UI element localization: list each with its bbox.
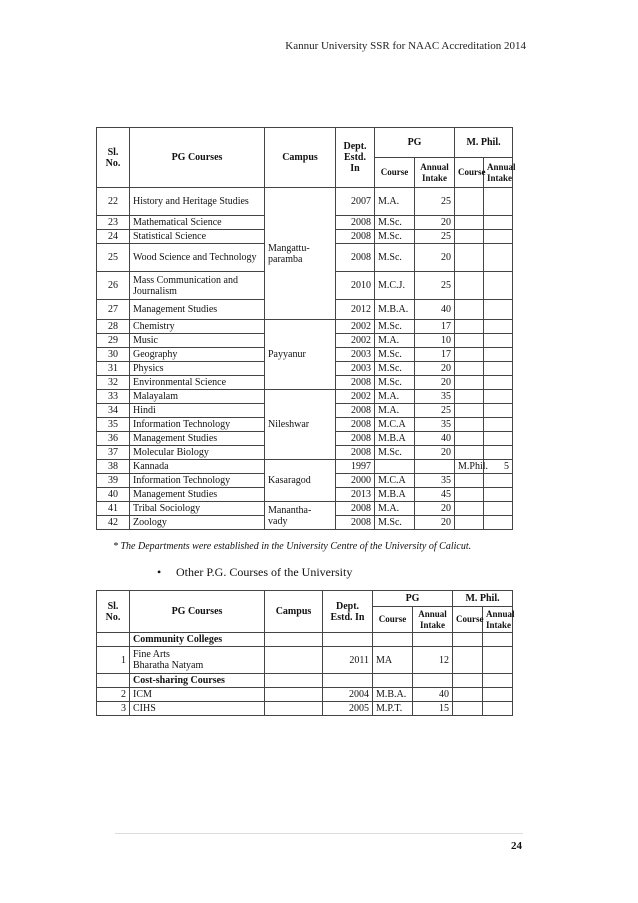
cell-mphil-intake [484,376,513,390]
cell-course: Molecular Biology [130,446,265,460]
cell-pg-intake: 20 [415,244,455,272]
cell-sl: 3 [97,702,130,716]
group-row [97,674,513,688]
cell-empty [413,674,453,688]
page-header: Kannur University SSR for NAAC Accreditation 2014 [285,40,526,52]
cell-mphil-intake [484,334,513,348]
header-pg-courses: PG Courses [130,128,265,188]
cell-empty [373,633,413,647]
cell-sl: 24 [97,230,130,244]
cell-mphil-intake [484,404,513,418]
cell-pg-course: M.A. [375,334,415,348]
cell-pg-course: M.Sc. [375,376,415,390]
cell-sl: 39 [97,474,130,488]
cell-pg-course: M.Sc. [375,230,415,244]
cell-course: Zoology [130,516,265,530]
header-pg-course: Course [375,158,415,188]
header-mphil: M. Phil. [455,128,513,158]
cell-mphil-course [455,320,484,334]
cell-mphil-course [455,334,484,348]
header-sl-no: Sl. No. [97,128,130,188]
cell-empty [413,633,453,647]
cell-year: 2002 [336,334,375,348]
cell-mphil-intake [484,300,513,320]
cell-pg-intake: 35 [415,390,455,404]
pg-courses-table [96,127,516,530]
cell-course: Information Technology [130,474,265,488]
cell-course: Kannada [130,460,265,474]
cell-pg-intake: 17 [415,320,455,334]
table-row [97,688,513,702]
cell-empty [323,633,373,647]
table-row [97,320,513,334]
cell-pg-intake: 25 [415,230,455,244]
cell-course: Wood Science and Technology [130,244,265,272]
header-mphil-intake: Annual Intake [483,607,513,633]
header-mphil-intake: Annual Intake [484,158,513,188]
cell-pg-course: M.B.A [375,488,415,502]
cell-pg-intake: 20 [415,502,455,516]
cell-mphil-course [455,216,484,230]
cell-pg-course: MA [373,647,413,674]
cell-empty [483,674,513,688]
cell-mphil-intake [484,244,513,272]
cell-sl: 33 [97,390,130,404]
header-mphil-course: Course [455,158,484,188]
cell-mphil-intake [483,702,513,716]
cell-sl: 22 [97,188,130,216]
cell-year: 2013 [336,488,375,502]
cell-mphil-intake [484,230,513,244]
cell-mphil-intake [484,320,513,334]
cell-year: 1997 [336,460,375,474]
cell-mphil-course [455,272,484,300]
cell-pg-course: M.B.A. [375,300,415,320]
cell-year: 2008 [336,516,375,530]
cell-year: 2003 [336,348,375,362]
cell-course: Tribal Sociology [130,502,265,516]
cell-mphil-course [455,474,484,488]
cell-course: ICM [130,688,265,702]
cell-pg-intake: 12 [413,647,453,674]
cell-mphil-intake [484,474,513,488]
header-campus: Campus [265,591,323,633]
header-sl-no: Sl. No. [97,591,130,633]
cell-pg-intake: 20 [415,362,455,376]
cell-year: 2008 [336,418,375,432]
table-row [97,460,513,474]
table-row [97,647,513,674]
cell-sl: 27 [97,300,130,320]
other-pg-courses-table [96,590,513,716]
header-pg-course: Course [373,607,413,633]
cell-year: 2008 [336,230,375,244]
cell-course: Information Technology [130,418,265,432]
cell-year: 2004 [323,688,373,702]
cell-mphil-intake [484,188,513,216]
cell-sl: 34 [97,404,130,418]
cell-mphil-course [455,446,484,460]
cell-year: 2011 [323,647,373,674]
cell-empty [453,633,483,647]
cell-pg-intake: 35 [415,418,455,432]
campus-mangattuparamba: Mangattu- paramba [265,188,336,320]
cell-pg-course: M.Sc. [375,362,415,376]
cell-course: Music [130,334,265,348]
cell-mphil-course [455,404,484,418]
campus-nileshwar: Nileshwar [265,390,336,460]
table-row [97,702,513,716]
header-dept-estd: Dept. Estd. In [323,591,373,633]
header-pg: PG [373,591,453,607]
cell-course: CIHS [130,702,265,716]
cell-mphil-course [455,432,484,446]
header-mphil: M. Phil. [453,591,513,607]
cell-mphil-course [455,244,484,272]
cell-pg-course: M.B.A. [373,688,413,702]
cell-course: Statistical Science [130,230,265,244]
cell-mphil-intake [483,647,513,674]
cell-sl: 36 [97,432,130,446]
campus-mananthavady: Manantha- vady [265,502,336,530]
section-heading [157,565,352,580]
cell-mphil-intake: 5 [484,460,513,474]
cell-pg-intake: 35 [415,474,455,488]
cell-sl: 28 [97,320,130,334]
cell-mphil-intake [484,272,513,300]
cell-mphil-intake [484,418,513,432]
cell-sl: 31 [97,362,130,376]
cell-pg-course: M.Sc. [375,320,415,334]
cell-year: 2012 [336,300,375,320]
cell-sl: 35 [97,418,130,432]
cell-empty [97,633,130,647]
cell-pg-course: M.A. [375,188,415,216]
cell-pg-course: M.Sc. [375,348,415,362]
cell-course: Environmental Science [130,376,265,390]
cell-year: 2008 [336,404,375,418]
table-row [97,390,513,404]
cell-pg-course: M.A. [375,502,415,516]
cell-sl: 37 [97,446,130,460]
cell-year: 2007 [336,188,375,216]
cell-year: 2008 [336,244,375,272]
header-dept-estd: Dept. Estd. In [336,128,375,188]
cell-mphil-intake [484,432,513,446]
page-number: 24 [511,840,522,852]
cell-mphil-course [453,702,483,716]
cell-pg-course: M.B.A [375,432,415,446]
header-pg-intake: Annual Intake [413,607,453,633]
cell-mphil-course [455,362,484,376]
campus-kasaragod: Kasaragod [265,460,336,502]
cell-mphil-course [455,502,484,516]
cell-pg-course: M.P.T. [373,702,413,716]
campus-payyanur: Payyanur [265,320,336,390]
cell-sl: 23 [97,216,130,230]
cell-mphil-intake [484,446,513,460]
cell-sl: 26 [97,272,130,300]
cell-pg-course: M.A. [375,390,415,404]
footnote: * The Departments were established in the University Centre of the University of Calicut. [113,541,472,552]
cell-mphil-intake [484,216,513,230]
group-community-colleges: Community Colleges [130,633,265,647]
header-pg-intake: Annual Intake [415,158,455,188]
cell-empty [97,674,130,688]
cell-mphil-course [455,300,484,320]
cell-mphil-course [455,376,484,390]
cell-course: Mathematical Science [130,216,265,230]
cell-pg-intake: 20 [415,376,455,390]
cell-sl: 42 [97,516,130,530]
cell-year: 2000 [336,474,375,488]
cell-course: History and Heritage Studies [130,188,265,216]
cell-sl: 30 [97,348,130,362]
cell-campus [265,688,323,702]
header-campus: Campus [265,128,336,188]
cell-mphil-intake [484,488,513,502]
cell-empty [265,674,323,688]
cell-pg-intake: 15 [413,702,453,716]
cell-sl: 40 [97,488,130,502]
cell-pg-intake: 17 [415,348,455,362]
cell-year: 2005 [323,702,373,716]
cell-pg-intake: 45 [415,488,455,502]
bullet-icon: • [157,565,162,579]
table-row [97,502,513,516]
table-row [97,188,513,216]
cell-mphil-course [453,688,483,702]
cell-pg-course: M.C.J. [375,272,415,300]
cell-course [130,647,265,674]
section-title: Other P.G. Courses of the University [176,565,353,579]
cell-pg-intake: 20 [415,446,455,460]
cell-year: 2008 [336,502,375,516]
group-row [97,633,513,647]
cell-mphil-course [455,188,484,216]
cell-mphil-course [455,488,484,502]
cell-mphil-course [455,348,484,362]
cell-year: 2002 [336,390,375,404]
cell-pg-course [375,460,415,474]
cell-mphil-course [455,418,484,432]
cell-empty [453,674,483,688]
cell-course: Management Studies [130,488,265,502]
course-line: Fine Arts [133,649,170,660]
cell-campus [265,647,323,674]
cell-campus [265,702,323,716]
cell-pg-course: M.A. [375,404,415,418]
footer-divider [115,833,523,834]
cell-course: Mass Communication and Journalism [130,272,265,300]
cell-year: 2002 [336,320,375,334]
cell-pg-intake: 10 [415,334,455,348]
cell-mphil-course: M.Phil. [455,460,484,474]
cell-pg-course: M.Sc. [375,216,415,230]
cell-pg-intake: 40 [415,432,455,446]
cell-pg-course: M.C.A [375,418,415,432]
course-line: Bharatha Natyam [133,660,204,671]
cell-year: 2003 [336,362,375,376]
cell-pg-intake: 40 [415,300,455,320]
header-pg: PG [375,128,455,158]
cell-pg-course: M.Sc. [375,516,415,530]
cell-mphil-course [453,647,483,674]
cell-empty [265,633,323,647]
cell-year: 2008 [336,446,375,460]
cell-pg-intake: 20 [415,216,455,230]
cell-year: 2008 [336,432,375,446]
cell-empty [483,633,513,647]
cell-pg-intake: 25 [415,188,455,216]
cell-mphil-course [455,390,484,404]
cell-sl: 41 [97,502,130,516]
cell-sl: 29 [97,334,130,348]
cell-pg-intake: 25 [415,272,455,300]
cell-mphil-intake [484,516,513,530]
cell-empty [373,674,413,688]
cell-course: Malayalam [130,390,265,404]
cell-empty [323,674,373,688]
cell-course: Hindi [130,404,265,418]
cell-pg-course: M.C.A [375,474,415,488]
cell-year: 2008 [336,216,375,230]
cell-sl: 38 [97,460,130,474]
cell-mphil-intake [484,362,513,376]
cell-pg-intake [415,460,455,474]
group-cost-sharing: Cost-sharing Courses [130,674,265,688]
cell-course: Chemistry [130,320,265,334]
cell-pg-intake: 25 [415,404,455,418]
cell-course: Management Studies [130,300,265,320]
cell-sl: 25 [97,244,130,272]
cell-sl: 2 [97,688,130,702]
cell-mphil-intake [484,348,513,362]
cell-year: 2010 [336,272,375,300]
cell-mphil-intake [484,502,513,516]
cell-sl: 1 [97,647,130,674]
cell-course: Geography [130,348,265,362]
header-mphil-course: Course [453,607,483,633]
header-pg-courses: PG Courses [130,591,265,633]
cell-mphil-intake [483,688,513,702]
cell-pg-course: M.Sc. [375,446,415,460]
cell-pg-intake: 40 [413,688,453,702]
cell-course: Physics [130,362,265,376]
cell-mphil-course [455,516,484,530]
cell-mphil-intake [484,390,513,404]
cell-sl: 32 [97,376,130,390]
cell-course: Management Studies [130,432,265,446]
cell-pg-intake: 20 [415,516,455,530]
cell-mphil-course [455,230,484,244]
cell-year: 2008 [336,376,375,390]
cell-pg-course: M.Sc. [375,244,415,272]
